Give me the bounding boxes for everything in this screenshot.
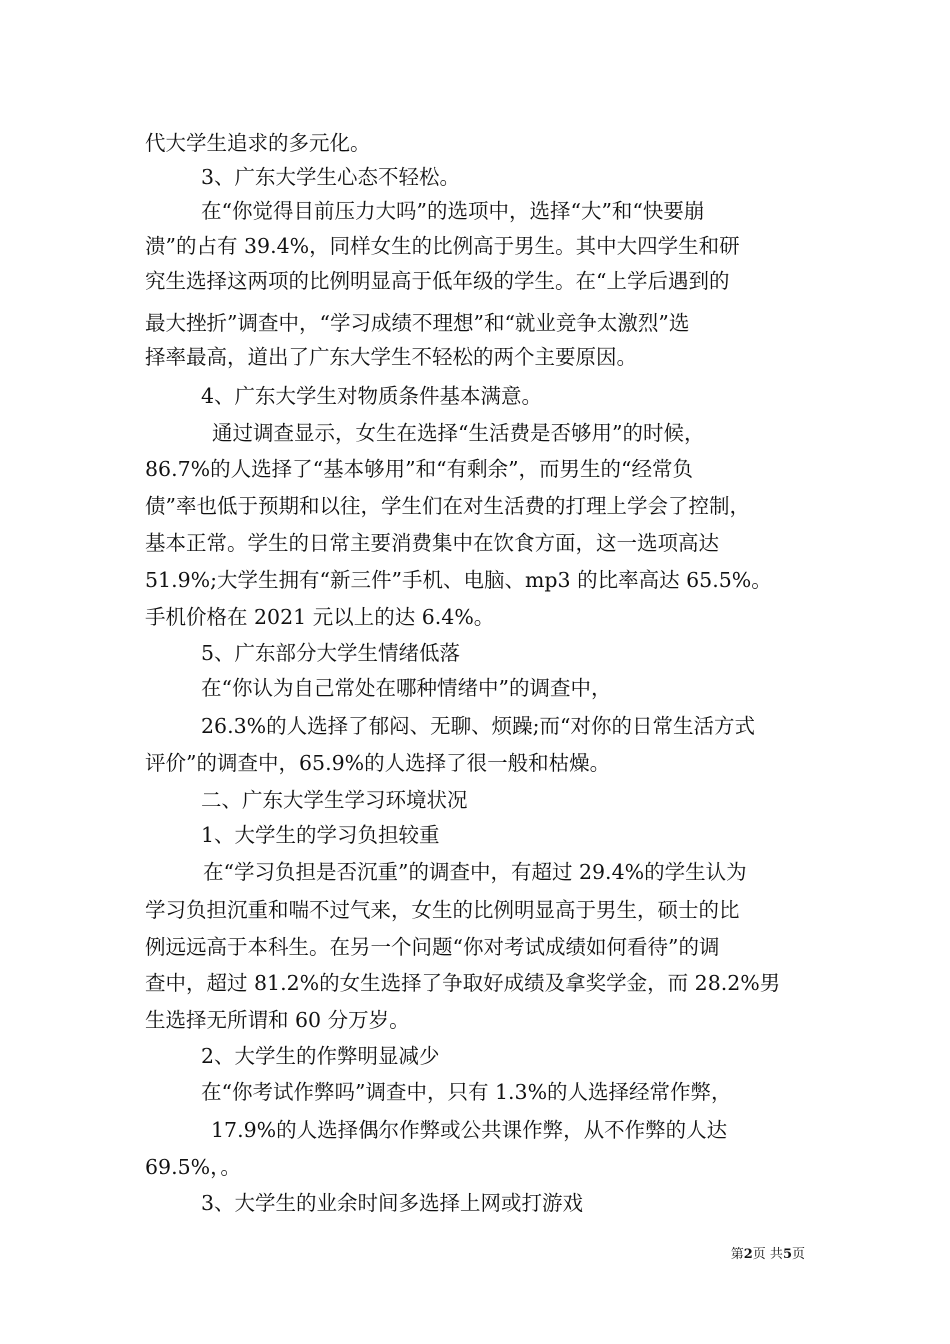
text-line-19 <box>0 780 950 820</box>
footer-prefix: 第 <box>730 1247 744 1262</box>
text-line-13-content: 51.9%;大学生拥有“新三件”手机、电脑、mp3 的比率高达 65.5%。 <box>145 568 772 592</box>
text-line-16 <box>0 668 950 708</box>
text-line-18-content: 评价”的调查中，65.9%的人选择了很一般和枯燥。 <box>145 751 611 775</box>
text-line-14 <box>0 597 950 637</box>
heading-2: 2、大学生的作弊明显减少 <box>201 1044 440 1068</box>
text-line-22 <box>0 890 950 930</box>
text-line-24 <box>0 963 950 1003</box>
current-page-number: 2 <box>743 1247 753 1262</box>
text-line-12 <box>0 523 950 563</box>
text-line-29 <box>0 1147 950 1187</box>
text-line-12-content: 基本正常。学生的日常主要消费集中在饮食方面，这一选项高达 <box>145 531 719 555</box>
heading-3: 3、广东大学生心态不轻松。 <box>201 165 461 189</box>
text-line-13 <box>0 560 950 600</box>
total-pages-number: 5 <box>782 1247 792 1262</box>
text-line-9-content: 通过调查显示，女生在选择“生活费是否够用”的时候， <box>212 421 705 445</box>
text-line-26 <box>0 1036 950 1076</box>
text-line-28 <box>0 1110 950 1150</box>
text-line-17-content: 26.3%的人选择了郁闷、无聊、烦躁;而“对你的日常生活方式 <box>201 714 756 738</box>
text-line-7 <box>0 337 950 377</box>
text-line-27-content: 在“你考试作弊吗”调查中，只有 1.3%的人选择经常作弊， <box>201 1080 732 1104</box>
text-line-27 <box>0 1072 950 1112</box>
text-line-5-content: 究生选择这两项的比例明显高于低年级的学生。在“上学后遇到的 <box>145 269 730 293</box>
footer-suffix: 页 <box>791 1247 805 1262</box>
text-line-14-content: 手机价格在 2021 元以上的达 6.4%。 <box>145 605 495 629</box>
text-line-29-content: 69.5%，。 <box>145 1155 241 1179</box>
text-line-21-content: 在“学习负担是否沉重”的调查中，有超过 29.4%的学生认为 <box>203 860 747 884</box>
text-line-3 <box>0 191 950 231</box>
text-line-4-content: 溃”的占有 39.4%，同样女生的比例高于男生。其中大四学生和研 <box>145 234 740 258</box>
text-line-22-content: 学习负担沉重和喘不过气来，女生的比例明显高于男生，硕士的比 <box>145 898 740 922</box>
text-line-23 <box>0 927 950 967</box>
text-line-25-content: 生选择无所谓和 60 分万岁。 <box>145 1008 410 1032</box>
footer-middle: 页 共 <box>752 1247 783 1262</box>
text-line-20 <box>0 815 950 855</box>
heading-3b: 3、大学生的业余时间多选择上网或打游戏 <box>201 1191 584 1215</box>
text-line-10 <box>0 449 950 489</box>
text-line-28-content: 17.9%的人选择偶尔作弊或公共课作弊，从不作弊的人达 <box>211 1118 728 1142</box>
text-line-16-content: 在“你认为自己常处在哪种情绪中”的调查中， <box>201 676 612 700</box>
text-line-18 <box>0 743 950 783</box>
text-line-17 <box>0 706 950 746</box>
heading-5: 5、广东部分大学生情绪低落 <box>201 641 461 665</box>
text-line-25 <box>0 1000 950 1040</box>
text-line-21 <box>0 852 950 892</box>
page-footer <box>731 1246 805 1264</box>
text-line-30 <box>0 1183 950 1223</box>
text-line-7-content: 择率最高，道出了广东大学生不轻松的两个主要原因。 <box>145 345 637 369</box>
text-line-5 <box>0 261 950 301</box>
text-line-1-content: 代大学生追求的多元化。 <box>145 131 371 155</box>
heading-1: 1、大学生的学习负担较重 <box>201 823 440 847</box>
section-heading-2: 二、广东大学生学习环境状况 <box>201 788 468 812</box>
text-line-23-content: 例远远高于本科生。在另一个问题“你对考试成绩如何看待”的调 <box>145 935 720 959</box>
heading-4: 4、广东大学生对物质条件基本满意。 <box>201 384 543 408</box>
text-line-10-content: 86.7%的人选择了“基本够用”和“有剩余”，而男生的“经常负 <box>145 457 694 481</box>
text-line-9 <box>0 413 950 453</box>
text-line-6-content: 最大挫折”调查中，“学习成绩不理想”和“就业竞争太激烈”选 <box>145 311 690 335</box>
text-line-24-content: 查中，超过 81.2%的女生选择了争取好成绩及拿奖学金，而 28.2%男 <box>145 971 781 995</box>
text-line-8 <box>0 376 950 416</box>
text-line-3-content: 在“你觉得目前压力大吗”的选项中，选择“大”和“快要崩 <box>201 199 705 223</box>
text-line-15 <box>0 633 950 673</box>
text-line-4 <box>0 226 950 266</box>
text-line-11 <box>0 486 950 526</box>
text-line-11-content: 债”率也低于预期和以往，学生们在对生活费的打理上学会了控制， <box>145 494 750 518</box>
